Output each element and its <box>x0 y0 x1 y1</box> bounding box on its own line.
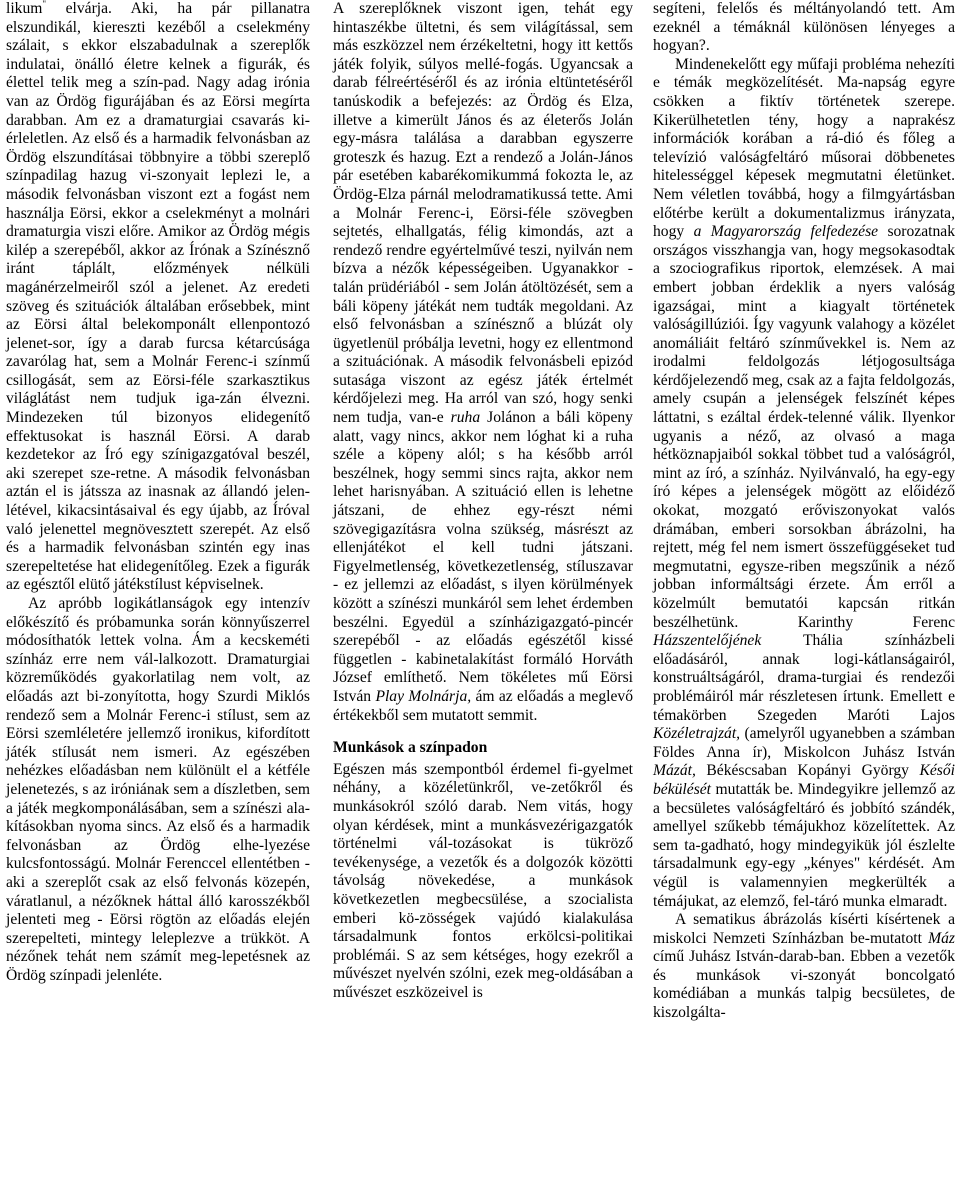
paragraph <box>653 56 955 911</box>
text-run: A szereplőknek viszont igen, tehát egy hintaszékbe ültetni, és sem világítással, sem más eszközzel nem érzékeltetni, hogy itt kettős játék folyik, súlyos mellé-fogás. Ugyancsak a darab félreértéséről és az irónia eltüntetéséről tanúskodik a befejezés: az Ördög és Elza, illetve a kimerült János és az életerős Jolán egy-másra találása a darabban egyszerre groteszk és hazug. Ezt a rendező a Jolán-János pár esetében kabarékomikummá fokozta le, az Ördög-Elza párnál melodramatikussá tette. Ami a Molnár Ferenc-i, Eörsi-féle szövegben sejtetés, elhallgatás, félig kimondás, azt a rendező rendre egyértelművé teszi, nyilván nem bízva a nézők képességeiben. Ugyanakkor - talán prüdériából - sem Jolán átöltözését, sem a báli köpeny játékát nem tudták megoldani. Az első felvonásban a színésznő a blúzát oly ügyetlenül próbálja levetni, hogy ez ellentmond a szituációnak. A második felvonásbeli epizód sutasága viszont az egész játék értelmét kérdőjelezi meg. Ha arról van szó, hogy senki nem tudja, van-e <box>333 0 633 427</box>
paragraph <box>6 0 310 595</box>
series-title: a Magyarország felfedezése <box>693 223 879 241</box>
paragraph <box>333 0 633 725</box>
text-run: likum <box>6 0 43 17</box>
text-run: elvárja. Aki, ha pár pillanatra elszundikál, kiereszti kezéből a cselekmény szálait, s ekkor elszabadulnak a szereplők indulatai, önálló életre kelnek a figurák, és élettel telik meg a szín-pad. Nagy adag irónia van az Ördög figurájában és az Eörsi megírta darabban. Am ez a dramaturgiai csavarás ki-érleletlen. Az első és a harmadik felvonásban az Ördög elszundításai többnyire a többi szereplő színpadilag hazug vi-szonyait leplezi le, a második felvonásban viszont ezt a fogást nem használja Eörsi, ekkor a cselekményt a molnári dramaturgia viszi előre. Amikor az Ördög mégis kilép a szerepéből, akkor az Írónak a Színésznő iránt táplált, előzmények nélküli magánérzelmeiről szól a jelenet. Az eredeti szöveg és szituációk általában erősebbek, mint az Eörsi által belekomponált ellenpontozó jelenet-sor, így a darab furcsa kétarcúsága zavarólag hat, sem a Molnár Ferenc-i színmű csillogását, sem az Eörsi-féle szarkasztikus világlátást nem tudjuk iga-zán élvezni. Mindezeken túl bizonyos elidegenítő effektusokat is használ Eörsi. A darab kezdetekor az Író egy színigazgatóval beszél, aki szerepet sze-retne. A második felvonásban aztán el is játssza az inasnak az állandó jelen-létével, kikacsintásaival és egy újabb, az Íróval való jelenettel megnövesztett szerepét. Az első és a harmadik felvonásban szintén egy inas szerepeltetése hat elidegenítőleg. Ezek a figurák az egésztől elütő játékstílust képviselnek. <box>6 0 310 594</box>
text-run: mutatták be. Mindegyikre jellemző az a becsületes valóságfeltáró és jobbító szándék, amellyel szűkebb témájukhoz közelítettek. Az sem ta-gadható, hogy mindegyikük jól észlelte társadalmunk egy-egy „kényes" kérdését. Am végül is valamennyien megkerülték a témájukat, az elemző, fel-táró munka elmaradt. <box>653 780 955 910</box>
text-run: Mindenekelőtt egy műfaji probléma nehezíti e témák megközelítését. Ma-napság egyre csökken a fiktív történetek szerepe. Kikerülhetetlen tény, hogy a naprakész információk korában a rá-dió és főleg a televízió valóságfeltáró műsorai döbbenetes hitelességgel képesek megmutatni életünket. Nem véletlen továbbá, hogy a filmgyártásban előtérbe került a dokumentalizmus irányzata, hogy <box>653 55 955 241</box>
paragraph: Az apróbb logikátlanságok egy intenzív előkészítő és próbamunka során könnyűszerrel módosíthatók lettek volna. Ám a kecskeméti színház erre nem vál-lalkozott. Dramaturgiai közreműködés gyakorlatilag nem volt, az előadás azt bi-zonyította, hogy Szurdi Miklós rendező sem a Molnár Ferenc-i stílust, sem az Eörsi szemléletére jellemző ironikus, kifordított játék stílusát nem ismeri. Az egészében nehézkes előadásban nem különült el a kétféle jelenetezés, s az iróniának sem a díszletben, sem a játék megkomponálásában, sem a színészi ala-kításokban nyoma sincs. Az első és a harmadik felvonásban az Ördög elhe-lyezése kulcsfontosságú. Molnár Ferenccel ellentétben - aki a szereplőt csak az első felvonás közepén, váratlanul, a nézőknek háttal álló karosszékből jelenteti meg - Eörsi rögtön az előadás elején szerepelteti, mintegy leleplezve a trükköt. A nézőnek tehát nem számít meg-lepetésnek az Ördög színpadi jelenléte. <box>6 595 310 984</box>
text-run: sorozatnak országos visszhangja van, hogy megsokasodtak a szociografikus riportok, elemzések. A mai embert jobban érdeklik a nyers valóság igazságai, mint a kiagyalt történetek valóságillúziói. Így vagyunk valahogy a közélet anomáliáit feltáró színművekkel is. Nem az irodalmi feldolgozás létjogosultsága kérdőjelezendő meg, csak az a fajta feldolgozás, amely csupán a jelenségek felszínét képes láttatni, s ezáltal érdek-telenné válik. Ilyenkor ugyanis a néző, az olvasó a maga hétköznapjaiból sokkal többet tud a valóságról, mint az író, a színház. Nyilvánvaló, ha egy-egy író képes a jelenségek mögött az előidéző okokat, mozgató erőviszonyokat valós drámában, emberi sorsokban ábrázolni, ha rejtett, még fel nem ismert összefüggéseket tud megmutatni, egysze-riben megszűnik a néző jobban informáltsági érzete. Ám erről a közelmúlt bemutatói kapcsán ritkán beszélhetünk. Karinthy Ferenc <box>653 223 955 631</box>
play-title: Mázát, <box>653 762 696 780</box>
play-title: Közéletrajzát, <box>653 725 741 743</box>
play-title: Máz <box>928 929 955 947</box>
column-3 <box>653 0 955 1023</box>
italic-text: ruha <box>450 409 481 427</box>
play-title: Késői békülését <box>653 762 955 798</box>
column-2 <box>333 0 633 1002</box>
text-run: Jolánon a báli köpeny alatt, vagy nincs, akkor nem lóghat ki a ruha széle a köpeny alól; s ha később arról beszélnek, hogy semmi sincs rajta, akkor nem lehet harisnyában. A szituáció ellen is lehetne játszani, de ehhez egy-részt némi szövegigazításra volna szükség, másrészt az ellenjátékot el kell tudni játszani. Figyelmetlenség, következetlenség, stíluszavar - ez jellemzi az előadást, s ilyen körülmények között a színészi munkáról sem lehet érdemben beszélni. Egyedül a színházigazgató-pincér szerepéből - az előadás egészétől kissé független - kabinetalakítást formáló Horváth József említhető. Nem tökéletes mű Eörsi István <box>333 409 633 705</box>
text-run: A sematikus ábrázolás kísérti kísértenek a miskolci Nemzeti Színházban be-mutatott <box>653 911 955 947</box>
text-run: Thália színházbeli előadásáról, annak logi-kátlanságairól, konstruáltságáról, drama-turgiai és rendezői problémáiról már részletesen írtunk. Emellett e témakörben Szegeden Maróti Lajos <box>653 632 955 724</box>
text-run: Békéscsaban Kopányi György <box>695 762 920 780</box>
text-run: (amelyről ugyanebben a számban Földes Anna ír), Miskolcon Juhász István <box>653 725 955 761</box>
text-run: című Juhász István-darab-ban. Ebben a vezetők és munkások vi-szonyát boncolgató komédiában a munkás talpig becsületes, de kiszolgálta- <box>653 948 955 1022</box>
section-heading: Munkások a színpadon <box>333 739 488 757</box>
column-1 <box>6 0 310 985</box>
paragraph <box>653 911 955 1023</box>
text-run: ám az előadás a meglevő értékekből sem mutatott semmit. <box>333 687 633 724</box>
play-title: Házszentelőjének <box>653 632 762 650</box>
paragraph: segíteni, felelős és méltányolandó tett. Am ezeknél a témáknál különösen lényeges a hogyan?. <box>653 0 955 55</box>
paragraph: Egészen más szempontból érdemel fi-gyelmet néhány, a közéletünkről, ve-zetőkről és munkásokról szóló darab. Nem vitás, hogy olyan kérdések, mint a munkásvezérigazgatók történelmi vál-tozásokat is tükröző tevékenysége, a vezetők és a dolgozók közötti távolság növekedése, a munkások következetlen megbecsülése, a szocialista emberi kö-zösségek vajúdó kialakulása társadalmunk fontos erkölcsi-politikai problémái. S az sem kétséges, hogy ezekről a művészet nyelvén szólni, ezek meg-oldásában a művészet eszközeivel is <box>333 760 633 1001</box>
superscript-mark: " <box>42 0 47 9</box>
play-title: Play Molnárja, <box>375 687 472 705</box>
